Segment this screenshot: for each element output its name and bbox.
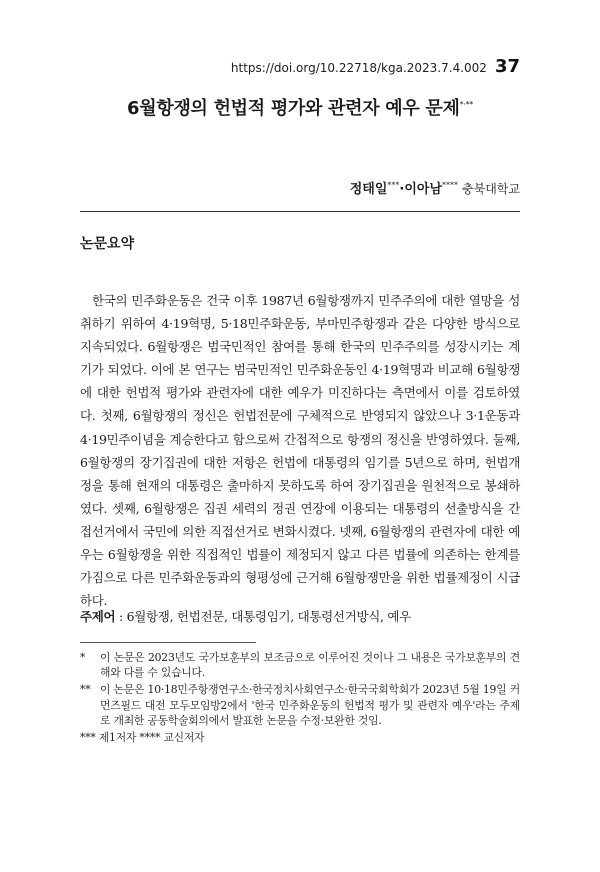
- keywords-line: [80, 607, 520, 625]
- author-1-mark: ***: [387, 180, 400, 190]
- footnotes: [80, 650, 520, 747]
- page-number: 37: [494, 56, 520, 77]
- paper-title-text: 6월항쟁의 헌법적 평가와 관련자 예우 문제: [127, 98, 460, 119]
- title-footnote-marks: *·**: [459, 100, 473, 109]
- abstract-body: 한국의 민주화운동은 건국 이후 1987년 6월항쟁까지 민주주의에 대한 열망을 성취하기 위하여 4·19혁명, 5·18민주화운동, 부마민주항쟁과 같은 다양한 방식으로 지속되었다. 6월항쟁은 범국민적인 참여를 통해 한국의 민주주의를 성장시키는 계기가 되었다. 이에 본 연구는 범국민적인 민주화운동인 4·19혁명과 비교해 6월항쟁에 대한 헌법적 평가와 관련자에 대한 예우가 미진하다는 측면에서 이를 검토하였다. 첫째, 6월항쟁의 정신은 헌법전문에 구체적으로 반영되지 않았으나 3·1운동과 4·19민주이념을 계승한다고 함으로써 간접적으로 항쟁의 정신을 반영하였다. 둘째, 6월항쟁의 장기집권에 대한 저항은 헌법에 대통령의 임기를 5년으로 하며, 헌법개정을 통해 현재의 대통령은 출마하지 못하도록 하여 장기집권을 원천적으로 봉쇄하였다. 셋째, 6월항쟁은 집권 세력의 정권 연장에 이용되는 대통령의 선출방식을 간접선거에서 국민에 의한 직접선거로 변화시켰다. 넷째, 6월항쟁의 관련자에 대한 예우는 6월항쟁을 위한 직접적인 법률이 제정되지 않고 다른 법률에 의존하는 한계를 가짐으로 다른 민주화운동과의 형평성에 근거해 6월항쟁만을 위한 법률제정이 시급하다.: [80, 293, 520, 609]
- author-name-2: 이아남: [404, 182, 443, 197]
- footnote-item: [80, 730, 520, 745]
- author-line: [350, 178, 520, 197]
- footnote-mark: **: [80, 683, 91, 697]
- footnote-text: 이 논문은 2023년도 국가보훈부의 보조금으로 이루어진 것이나 그 내용은 국가보훈부의 견해와 다를 수 있습니다.: [100, 651, 520, 680]
- footnote-text: *** 제1저자 **** 교신저자: [80, 731, 205, 745]
- running-header: [231, 56, 520, 77]
- footnote-divider: [80, 642, 256, 643]
- doi-link[interactable]: https://doi.org/10.22718/kga.2023.7.4.002: [230, 61, 487, 75]
- affiliation: 충북대학교: [462, 182, 520, 196]
- footnote-item: [80, 682, 520, 728]
- author-separator: ·: [399, 182, 405, 197]
- keywords-separator: :: [115, 609, 127, 624]
- keywords-text: 6월항쟁, 헌법전문, 대통령임기, 대통령선거방식, 예우: [126, 609, 411, 624]
- author-2-mark: ****: [442, 180, 459, 190]
- keywords-label: 주제어: [80, 609, 116, 624]
- footnote-item: [80, 650, 520, 680]
- abstract-heading: 논문요약: [80, 236, 135, 252]
- paper-title: [0, 94, 600, 120]
- footnote-mark: *: [80, 651, 86, 664]
- footnote-text: 이 논문은 10·18민주항쟁연구소·한국정치사회연구소·한국국회학회가 2023년 5월 19일 커먼즈필드 대전 모두모임방2에서 '한국 민주화운동의 헌법적 평가 및 관련자 예우'라는 주제로 개최한 공동학술회의에서 발표한 논문을 수정·보완한 것임.: [100, 683, 520, 727]
- header-divider: [80, 211, 520, 212]
- author-name-1: 정태일: [349, 182, 388, 197]
